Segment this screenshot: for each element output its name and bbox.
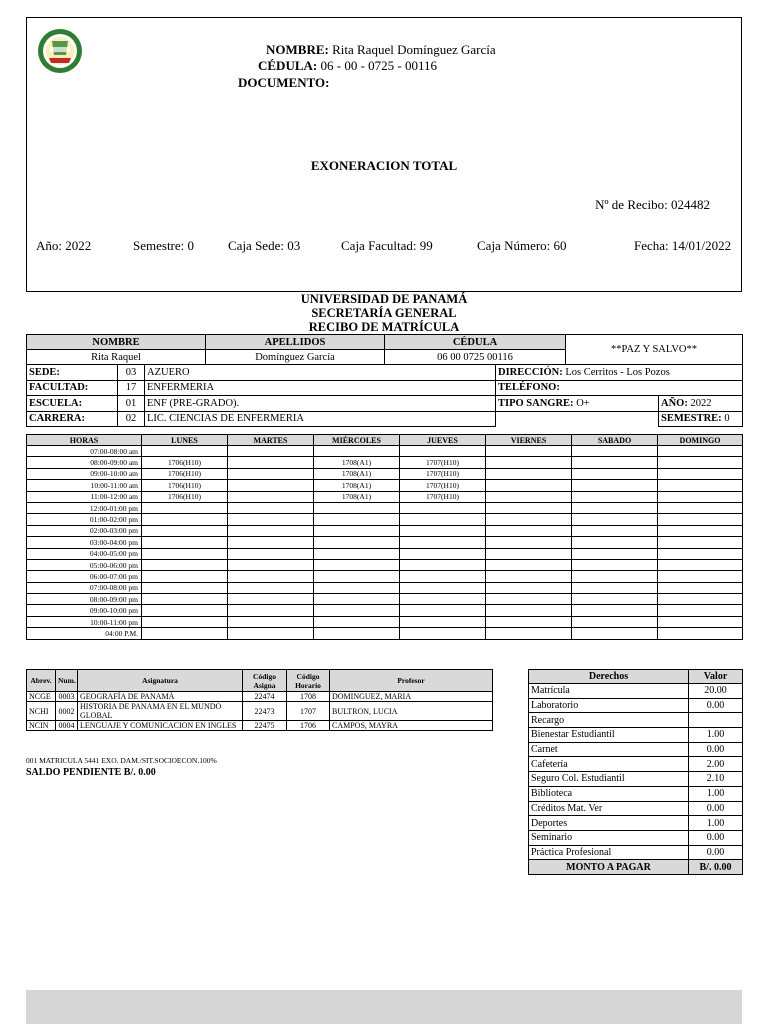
schedule-row bbox=[27, 616, 743, 627]
meta-caja-sede: Caja Sede: 03 bbox=[228, 238, 301, 253]
schedule-cell bbox=[228, 559, 314, 570]
schedule-row bbox=[27, 605, 743, 616]
subjects-header-4: Código Horario bbox=[287, 670, 330, 692]
subject-cell-0: NCGE bbox=[27, 692, 56, 702]
schedule-header-5: VIERNES bbox=[486, 435, 572, 446]
schedule-cell bbox=[228, 594, 314, 605]
fee-name: Práctica Profesional bbox=[529, 845, 689, 860]
documento-line bbox=[238, 75, 329, 91]
schedule-cell bbox=[400, 582, 486, 593]
fee-value: 1.00 bbox=[689, 786, 743, 801]
schedule-cell bbox=[572, 559, 658, 570]
schedule-row bbox=[27, 446, 743, 457]
schedule-cell bbox=[486, 571, 572, 582]
fee-value: 0.00 bbox=[689, 698, 743, 713]
facultad-code: 17 bbox=[118, 380, 145, 396]
schedule-header-4: JUEVES bbox=[400, 435, 486, 446]
schedule-cell bbox=[486, 548, 572, 559]
schedule-cell bbox=[228, 537, 314, 548]
schedule-cell bbox=[228, 582, 314, 593]
schedule-cell bbox=[400, 502, 486, 513]
schedule-cell bbox=[314, 582, 400, 593]
facultad-value: ENFERMERIA bbox=[145, 380, 496, 396]
fee-name: Laboratorio bbox=[529, 698, 689, 713]
schedule-hour: 06:00-07:00 pm bbox=[27, 571, 142, 582]
schedule-cell bbox=[658, 502, 743, 513]
subject-cell-1: 0004 bbox=[56, 721, 78, 731]
documento-label: DOCUMENTO: bbox=[238, 75, 330, 90]
fee-value: 0.00 bbox=[689, 830, 743, 845]
schedule-cell bbox=[486, 525, 572, 536]
subject-cell-4: 1708 bbox=[287, 692, 330, 702]
schedule-cell bbox=[486, 514, 572, 525]
schedule-cell bbox=[486, 502, 572, 513]
schedule-cell bbox=[658, 605, 743, 616]
schedule-cell bbox=[314, 559, 400, 570]
schedule-header-7: DOMINGO bbox=[658, 435, 743, 446]
schedule-cell bbox=[572, 457, 658, 468]
fee-name: Cafetería bbox=[529, 757, 689, 772]
subject-cell-4: 1707 bbox=[287, 702, 330, 721]
fees-header-0: Derechos bbox=[529, 670, 689, 684]
escuela-value: ENF (PRE-GRADO). bbox=[145, 396, 496, 412]
schedule-row bbox=[27, 582, 743, 593]
semestre-value: 0 bbox=[724, 413, 730, 425]
schedule-cell bbox=[314, 605, 400, 616]
fee-value: 0.00 bbox=[689, 845, 743, 860]
schedule-cell bbox=[400, 548, 486, 559]
schedule-cell bbox=[572, 514, 658, 525]
sede-value: AZUERO bbox=[145, 365, 496, 381]
fee-row bbox=[529, 698, 743, 713]
schedule-row bbox=[27, 514, 743, 525]
schedule-cell: 1706(H10) bbox=[142, 457, 228, 468]
fee-name: Biblioteca bbox=[529, 786, 689, 801]
schedule-row bbox=[27, 457, 743, 468]
schedule-cell bbox=[572, 537, 658, 548]
persona-cedula: 06 00 0725 00116 bbox=[385, 350, 566, 365]
fee-value: 1.00 bbox=[689, 728, 743, 743]
anio-cell bbox=[659, 396, 743, 412]
schedule-row bbox=[27, 480, 743, 491]
fees-total-row bbox=[529, 860, 743, 875]
schedule-cell bbox=[486, 594, 572, 605]
schedule-cell bbox=[142, 571, 228, 582]
schedule-row bbox=[27, 491, 743, 502]
nombre-label: NOMBRE: bbox=[266, 42, 329, 57]
schedule-cell bbox=[658, 571, 743, 582]
schedule-cell bbox=[486, 605, 572, 616]
schedule-header-2: MARTES bbox=[228, 435, 314, 446]
fee-row bbox=[529, 801, 743, 816]
schedule-cell bbox=[572, 582, 658, 593]
schedule-cell: 1708(A1) bbox=[314, 457, 400, 468]
schedule-cell bbox=[658, 446, 743, 457]
schedule-cell: 1707(H10) bbox=[400, 468, 486, 479]
schedule-cell bbox=[486, 480, 572, 491]
schedule-cell bbox=[142, 446, 228, 457]
schedule-cell bbox=[228, 491, 314, 502]
fee-name: Recargo bbox=[529, 713, 689, 728]
schedule-row bbox=[27, 502, 743, 513]
fees-total-label: MONTO A PAGAR bbox=[529, 860, 689, 875]
university-seal-icon bbox=[36, 27, 84, 75]
schedule-cell bbox=[572, 480, 658, 491]
schedule-cell: 1706(H10) bbox=[142, 480, 228, 491]
subjects-table bbox=[26, 669, 493, 731]
schedule-cell bbox=[142, 616, 228, 627]
fee-value bbox=[689, 713, 743, 728]
schedule-hour: 10:00-11:00 pm bbox=[27, 616, 142, 627]
schedule-cell bbox=[486, 559, 572, 570]
schedule-cell bbox=[658, 457, 743, 468]
schedule-cell bbox=[228, 480, 314, 491]
fee-name: Créditos Mat. Ver bbox=[529, 801, 689, 816]
fee-value: 2.10 bbox=[689, 772, 743, 787]
student-identity-table bbox=[26, 334, 743, 365]
subject-cell-0: NCIN bbox=[27, 721, 56, 731]
schedule-cell bbox=[228, 468, 314, 479]
fee-name: Seminario bbox=[529, 830, 689, 845]
schedule-hour: 10:00-11:00 am bbox=[27, 480, 142, 491]
telefono-label: TELÉFONO: bbox=[498, 382, 560, 394]
schedule-cell bbox=[400, 628, 486, 639]
subject-cell-1: 0002 bbox=[56, 702, 78, 721]
persona-nombre: Rita Raquel bbox=[27, 350, 206, 365]
subjects-header-row bbox=[27, 670, 493, 692]
sede-label: SEDE: bbox=[27, 365, 118, 381]
schedule-cell bbox=[486, 628, 572, 639]
schedule-row bbox=[27, 468, 743, 479]
schedule-hour: 07:00-08:00 pm bbox=[27, 582, 142, 593]
schedule-row bbox=[27, 559, 743, 570]
fee-row bbox=[529, 830, 743, 845]
fees-table bbox=[528, 669, 743, 875]
schedule-cell bbox=[228, 616, 314, 627]
fee-row bbox=[529, 845, 743, 860]
header-nombre: NOMBRE bbox=[27, 335, 206, 350]
schedule-cell bbox=[658, 616, 743, 627]
fee-row bbox=[529, 742, 743, 757]
meta-semestre: Semestre: 0 bbox=[133, 238, 195, 253]
schedule-cell bbox=[228, 571, 314, 582]
schedule-cell bbox=[486, 491, 572, 502]
subject-row bbox=[27, 702, 493, 721]
schedule-cell: 1708(A1) bbox=[314, 468, 400, 479]
subjects-header-1: Num. bbox=[56, 670, 78, 692]
schedule-cell bbox=[572, 446, 658, 457]
schedule-cell bbox=[486, 457, 572, 468]
schedule-cell bbox=[572, 616, 658, 627]
semestre-label: SEMESTRE: bbox=[661, 413, 722, 425]
schedule-cell bbox=[572, 491, 658, 502]
fee-value: 0.00 bbox=[689, 742, 743, 757]
schedule-cell bbox=[658, 537, 743, 548]
schedule-hour: 01:00-02:00 pm bbox=[27, 514, 142, 525]
fee-row bbox=[529, 816, 743, 831]
schedule-cell: 1708(A1) bbox=[314, 491, 400, 502]
schedule-cell bbox=[400, 605, 486, 616]
schedule-cell bbox=[400, 571, 486, 582]
subject-cell-2: LENGUAJE Y COMUNICACION EN INGLES bbox=[78, 721, 243, 731]
schedule-cell bbox=[142, 525, 228, 536]
paz-y-salvo: **PAZ Y SALVO** bbox=[566, 335, 743, 365]
schedule-cell bbox=[142, 502, 228, 513]
schedule-cell bbox=[658, 548, 743, 559]
schedule-header-0: HORAS bbox=[27, 435, 142, 446]
tipo-sangre-cell bbox=[496, 396, 659, 412]
fee-name: Bienestar Estudiantil bbox=[529, 728, 689, 743]
footer-bar bbox=[26, 990, 742, 1024]
subject-row bbox=[27, 692, 493, 702]
telefono-cell bbox=[496, 380, 743, 396]
schedule-row bbox=[27, 628, 743, 639]
fees-total-value: B/. 0.00 bbox=[689, 860, 743, 875]
schedule-cell bbox=[658, 628, 743, 639]
direccion-label: DIRECCIÓN: bbox=[498, 366, 563, 378]
schedule-cell: 1707(H10) bbox=[400, 491, 486, 502]
anio-value: 2022 bbox=[690, 397, 712, 409]
schedule-cell bbox=[572, 628, 658, 639]
meta-caja-facultad: Caja Facultad: 99 bbox=[341, 238, 433, 253]
escuela-label: ESCUELA: bbox=[27, 396, 118, 412]
schedule-cell bbox=[314, 628, 400, 639]
schedule-header-row bbox=[27, 435, 743, 446]
schedule-hour: 04:00 P.M. bbox=[27, 628, 142, 639]
schedule-row bbox=[27, 594, 743, 605]
schedule-cell bbox=[486, 446, 572, 457]
subject-cell-1: 0003 bbox=[56, 692, 78, 702]
escuela-code: 01 bbox=[118, 396, 145, 412]
subject-cell-2: GEOGRAFÍA DE PANAMÁ bbox=[78, 692, 243, 702]
subject-cell-5: CAMPOS, MAYRA bbox=[330, 721, 493, 731]
schedule-row bbox=[27, 548, 743, 559]
schedule-hour: 09:00-10:00 pm bbox=[27, 605, 142, 616]
saldo-pendiente: SALDO PENDIENTE B/. 0.00 bbox=[26, 767, 156, 778]
schedule-cell bbox=[142, 582, 228, 593]
empty-cell bbox=[496, 411, 659, 427]
schedule-cell bbox=[572, 594, 658, 605]
recibo-matricula-title: RECIBO DE MATRÍCULA bbox=[308, 320, 460, 334]
schedule-cell bbox=[572, 525, 658, 536]
schedule-header-6: SABADO bbox=[572, 435, 658, 446]
schedule-cell: 1706(H10) bbox=[142, 468, 228, 479]
schedule-row bbox=[27, 571, 743, 582]
university-name: UNIVERSIDAD DE PANAMÁ bbox=[300, 292, 468, 306]
fee-row bbox=[529, 713, 743, 728]
schedule-cell: 1706(H10) bbox=[142, 491, 228, 502]
schedule-hour: 09:00-10:00 am bbox=[27, 468, 142, 479]
schedule-cell: 1707(H10) bbox=[400, 457, 486, 468]
fee-row bbox=[529, 786, 743, 801]
fee-value: 0.00 bbox=[689, 801, 743, 816]
persona-apellidos: Domínguez García bbox=[206, 350, 385, 365]
subject-row bbox=[27, 721, 493, 731]
schedule-cell: 1707(H10) bbox=[400, 480, 486, 491]
subject-cell-5: DOMINGUEZ, MARIA bbox=[330, 692, 493, 702]
schedule-cell bbox=[142, 548, 228, 559]
schedule-cell bbox=[400, 537, 486, 548]
fee-name: Matrícula bbox=[529, 684, 689, 699]
schedule-cell bbox=[228, 548, 314, 559]
schedule-cell bbox=[400, 514, 486, 525]
schedule-header-1: LUNES bbox=[142, 435, 228, 446]
fee-row bbox=[529, 772, 743, 787]
subject-cell-4: 1706 bbox=[287, 721, 330, 731]
fee-name: Seguro Col. Estudiantil bbox=[529, 772, 689, 787]
nombre-value: Rita Raquel Domínguez García bbox=[332, 42, 496, 57]
schedule-cell bbox=[314, 571, 400, 582]
schedule-row bbox=[27, 525, 743, 536]
schedule-hour: 08:00-09:00 am bbox=[27, 457, 142, 468]
cedula-value: 06 - 00 - 0725 - 00116 bbox=[320, 58, 437, 73]
schedule-cell bbox=[658, 491, 743, 502]
schedule-cell bbox=[142, 514, 228, 525]
schedule-cell bbox=[142, 605, 228, 616]
fee-name: Carnet bbox=[529, 742, 689, 757]
fee-row bbox=[529, 757, 743, 772]
schedule-hour: 11:00-12:00 am bbox=[27, 491, 142, 502]
cedula-label: CÉDULA: bbox=[258, 58, 318, 73]
schedule-cell: 1708(A1) bbox=[314, 480, 400, 491]
direccion-value: Los Cerritos - Los Pozos bbox=[565, 366, 670, 378]
schedule-cell bbox=[314, 548, 400, 559]
schedule-cell bbox=[486, 468, 572, 479]
cedula-line bbox=[258, 58, 437, 74]
schedule-cell bbox=[572, 548, 658, 559]
subjects-header-2: Asignatura bbox=[78, 670, 243, 692]
tipo-sangre-value: O+ bbox=[576, 397, 590, 409]
schedule-cell bbox=[572, 502, 658, 513]
schedule-cell bbox=[400, 446, 486, 457]
fee-value: 2.00 bbox=[689, 757, 743, 772]
subjects-header-0: Abrev. bbox=[27, 670, 56, 692]
header-cedula: CÉDULA bbox=[385, 335, 566, 350]
fee-name: Deportes bbox=[529, 816, 689, 831]
schedule-cell bbox=[228, 525, 314, 536]
subjects-header-5: Profesor bbox=[330, 670, 493, 692]
schedule-cell bbox=[314, 616, 400, 627]
schedule-hour: 05:00-06:00 pm bbox=[27, 559, 142, 570]
schedule-cell bbox=[228, 514, 314, 525]
fee-row bbox=[529, 728, 743, 743]
fee-row bbox=[529, 684, 743, 699]
enrollment-info-table bbox=[26, 364, 743, 427]
schedule-table bbox=[26, 434, 743, 640]
schedule-cell bbox=[572, 468, 658, 479]
schedule-hour: 07:00-08:00 am bbox=[27, 446, 142, 457]
schedule-cell bbox=[228, 457, 314, 468]
schedule-cell bbox=[658, 559, 743, 570]
schedule-hour: 02:00-03:00 pm bbox=[27, 525, 142, 536]
schedule-cell bbox=[142, 594, 228, 605]
schedule-cell bbox=[228, 628, 314, 639]
fee-value: 20.00 bbox=[689, 684, 743, 699]
direccion-cell bbox=[496, 365, 743, 381]
sede-code: 03 bbox=[118, 365, 145, 381]
schedule-cell bbox=[400, 525, 486, 536]
subject-cell-3: 22473 bbox=[243, 702, 287, 721]
schedule-cell bbox=[142, 537, 228, 548]
schedule-cell bbox=[314, 502, 400, 513]
schedule-cell bbox=[314, 446, 400, 457]
schedule-hour: 04:00-05:00 pm bbox=[27, 548, 142, 559]
facultad-label: FACULTAD: bbox=[27, 380, 118, 396]
schedule-cell bbox=[658, 514, 743, 525]
schedule-cell bbox=[658, 582, 743, 593]
schedule-hour: 08:00-09:00 pm bbox=[27, 594, 142, 605]
document-title: EXONERACION TOTAL bbox=[310, 158, 458, 173]
schedule-cell bbox=[314, 537, 400, 548]
semestre-cell bbox=[659, 411, 743, 427]
meta-caja-numero: Caja Número: 60 bbox=[477, 238, 567, 253]
schedule-cell bbox=[572, 571, 658, 582]
subjects-header-3: Código Asigna bbox=[243, 670, 287, 692]
subject-cell-3: 22475 bbox=[243, 721, 287, 731]
subject-cell-3: 22474 bbox=[243, 692, 287, 702]
schedule-header-3: MIÉRCOLES bbox=[314, 435, 400, 446]
schedule-cell bbox=[142, 628, 228, 639]
schedule-hour: 03:00-04:00 pm bbox=[27, 537, 142, 548]
schedule-hour: 12:00-01:00 pm bbox=[27, 502, 142, 513]
schedule-cell bbox=[486, 582, 572, 593]
schedule-cell bbox=[314, 525, 400, 536]
schedule-cell bbox=[400, 594, 486, 605]
schedule-cell bbox=[658, 525, 743, 536]
meta-anio: Año: 2022 bbox=[36, 238, 92, 253]
secretaria-general: SECRETARÍA GENERAL bbox=[311, 306, 457, 320]
schedule-cell bbox=[400, 559, 486, 570]
subject-cell-5: BULTRON, LUCIA bbox=[330, 702, 493, 721]
schedule-cell bbox=[314, 514, 400, 525]
schedule-cell bbox=[400, 616, 486, 627]
schedule-cell bbox=[228, 502, 314, 513]
matricula-note: 001 MATRICULA 5441 EXO. DAM./SIT.SOCIOECON.100% bbox=[26, 756, 217, 765]
student-name-line bbox=[266, 42, 496, 58]
subject-cell-0: NCHI bbox=[27, 702, 56, 721]
fee-value: 1.00 bbox=[689, 816, 743, 831]
header-apellidos: APELLIDOS bbox=[206, 335, 385, 350]
schedule-cell bbox=[486, 616, 572, 627]
tipo-sangre-label: TIPO SANGRE: bbox=[498, 397, 574, 409]
carrera-label: CARRERA: bbox=[27, 411, 118, 427]
schedule-cell bbox=[658, 594, 743, 605]
schedule-cell bbox=[228, 605, 314, 616]
receipt-number: Nº de Recibo: 024482 bbox=[595, 197, 710, 212]
fees-header-row bbox=[529, 670, 743, 684]
subject-cell-2: HISTORIA DE PANAMA EN EL MUNDO GLOBAL bbox=[78, 702, 243, 721]
schedule-cell bbox=[486, 537, 572, 548]
schedule-row bbox=[27, 537, 743, 548]
carrera-code: 02 bbox=[118, 411, 145, 427]
schedule-cell bbox=[142, 559, 228, 570]
schedule-cell bbox=[228, 446, 314, 457]
carrera-value: LIC. CIENCIAS DE ENFERMERIA bbox=[145, 411, 496, 427]
schedule-cell bbox=[572, 605, 658, 616]
meta-fecha: Fecha: 14/01/2022 bbox=[634, 238, 732, 253]
anio-label: AÑO: bbox=[661, 397, 688, 409]
fees-header-1: Valor bbox=[689, 670, 743, 684]
schedule-cell bbox=[314, 594, 400, 605]
schedule-cell bbox=[658, 468, 743, 479]
schedule-cell bbox=[658, 480, 743, 491]
